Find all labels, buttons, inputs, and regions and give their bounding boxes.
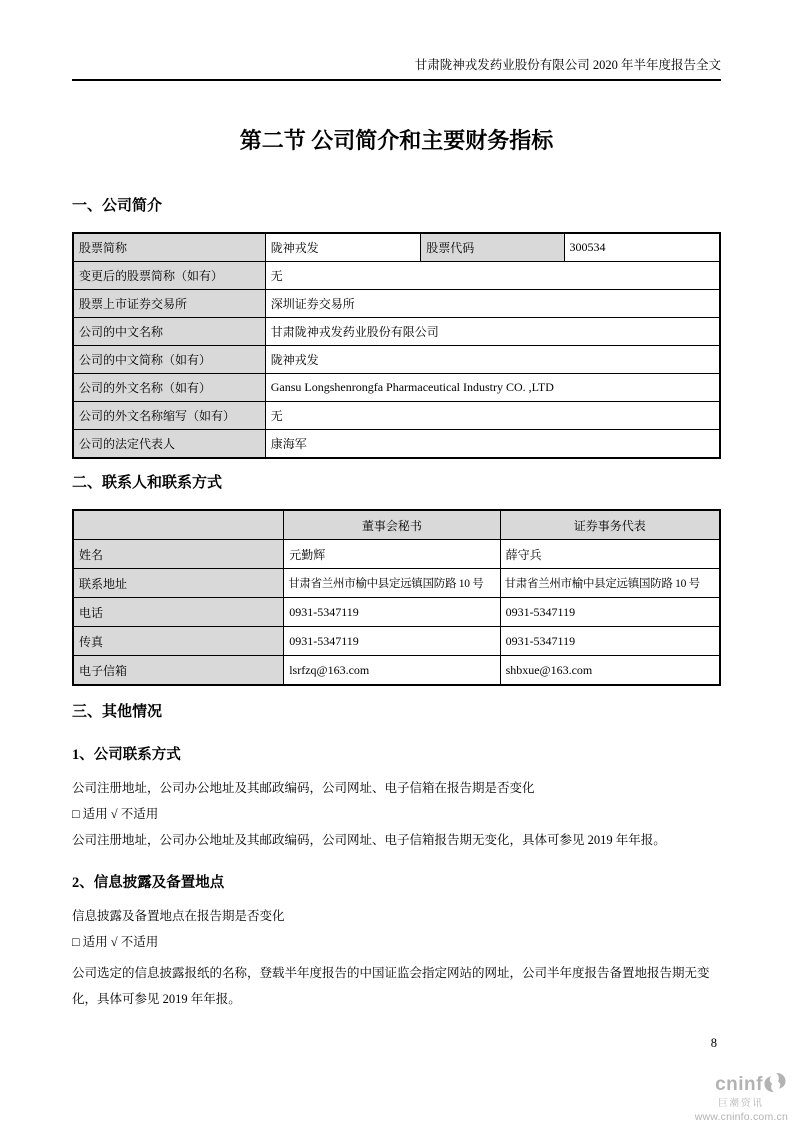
sub2-applicability-choice: □ 适用 √ 不适用 [72, 935, 159, 949]
row-value: 深圳证券交易所 [265, 290, 720, 318]
sub2-question: 信息披露及备置地点在报告期是否变化 [72, 909, 285, 923]
table-row [73, 374, 720, 402]
stock-abbr-value: 陇神戎发 [265, 233, 420, 262]
section-2-heading: 二、联系人和联系方式 [72, 475, 223, 491]
table-row [73, 233, 720, 262]
row-value: 甘肃陇神戎发药业股份有限公司 [265, 318, 720, 346]
secretary-value: 元勤辉 [284, 540, 500, 569]
table-row [73, 262, 720, 290]
stock-code-label: 股票代码 [421, 233, 564, 262]
table-row [73, 430, 720, 459]
row-label: 股票上市证券交易所 [73, 290, 265, 318]
company-profile-table [72, 232, 721, 459]
representative-value: 薛守兵 [500, 540, 720, 569]
representative-value: 0931-5347119 [500, 598, 720, 627]
row-label: 传真 [73, 627, 284, 656]
board-secretary-header: 董事会秘书 [284, 510, 500, 540]
cninfo-logo-url: www.cninfo.com.cn [694, 1110, 788, 1122]
cninfo-swirl-icon [764, 1072, 786, 1097]
table-row [73, 540, 720, 569]
row-label: 电话 [73, 598, 284, 627]
securities-rep-header: 证券事务代表 [500, 510, 720, 540]
row-label: 姓名 [73, 540, 284, 569]
table-row [73, 598, 720, 627]
cninfo-logo-text: cninf [715, 1074, 763, 1095]
table-row [73, 627, 720, 656]
section-1-heading: 一、公司简介 [72, 198, 163, 214]
sub1-question: 公司注册地址，公司办公地址及其邮政编码，公司网址、电子信箱在报告期是否变化 [72, 781, 535, 795]
cninfo-logo-subtitle: 巨潮资讯 [717, 1098, 764, 1109]
row-label: 公司的中文简称（如有） [73, 346, 265, 374]
row-value: 陇神戎发 [265, 346, 720, 374]
empty-corner-cell [73, 510, 284, 540]
row-label: 电子信箱 [73, 656, 284, 686]
table-header-row [73, 510, 720, 540]
row-label: 公司的法定代表人 [73, 430, 265, 459]
cninfo-logo [678, 1072, 788, 1122]
table-row [73, 402, 720, 430]
section-3-heading: 三、其他情况 [72, 704, 163, 720]
row-label: 公司的外文名称（如有） [73, 374, 265, 402]
table-row [73, 346, 720, 374]
row-label: 变更后的股票简称（如有） [73, 262, 265, 290]
secretary-value: 0931-5347119 [284, 598, 500, 627]
cninfo-logo-row [678, 1072, 788, 1097]
row-label: 公司的中文名称 [73, 318, 265, 346]
representative-value: shbxue@163.com [500, 656, 720, 686]
subsection-2-heading: 2、信息披露及备置地点 [72, 875, 225, 891]
row-value: 无 [265, 402, 720, 430]
table-row [73, 318, 720, 346]
subsection-1-heading: 1、公司联系方式 [72, 747, 181, 763]
row-value: 康海军 [265, 430, 720, 459]
sub1-applicability-choice: □ 适用 √ 不适用 [72, 807, 159, 821]
sub2-answer: 公司选定的信息披露报纸的名称，登载半年度报告的中国证监会指定网站的网址，公司半年度报告备置地报告期无变化，具体可参见 2019 年年报。 [72, 966, 710, 1006]
table-row [73, 290, 720, 318]
secretary-value: lsrfzq@163.com [284, 656, 500, 686]
page-header [72, 0, 721, 81]
stock-code-value: 300534 [564, 233, 720, 262]
report-title-runninghead: 甘肃陇神戎发药业股份有限公司 2020 年半年度报告全文 [414, 58, 721, 72]
secretary-value: 甘肃省兰州市榆中县定远镇国防路 10 号 [284, 569, 500, 598]
row-label: 联系地址 [73, 569, 284, 598]
contacts-table [72, 509, 721, 686]
stock-abbr-label: 股票简称 [73, 233, 265, 262]
chapter-title: 第二节 公司简介和主要财务指标 [239, 128, 554, 153]
representative-value: 0931-5347119 [500, 627, 720, 656]
page-number: 8 [710, 1036, 717, 1050]
row-value: Gansu Longshenrongfa Pharmaceutical Industry CO. ,LTD [265, 374, 720, 402]
sub1-answer: 公司注册地址，公司办公地址及其邮政编码，公司网址、电子信箱报告期无变化，具体可参见 2019 年年报。 [72, 833, 666, 847]
row-label: 公司的外文名称缩写（如有） [73, 402, 265, 430]
table-row [73, 569, 720, 598]
secretary-value: 0931-5347119 [284, 627, 500, 656]
row-value: 无 [265, 262, 720, 290]
table-row [73, 656, 720, 686]
representative-value: 甘肃省兰州市榆中县定远镇国防路 10 号 [500, 569, 720, 598]
